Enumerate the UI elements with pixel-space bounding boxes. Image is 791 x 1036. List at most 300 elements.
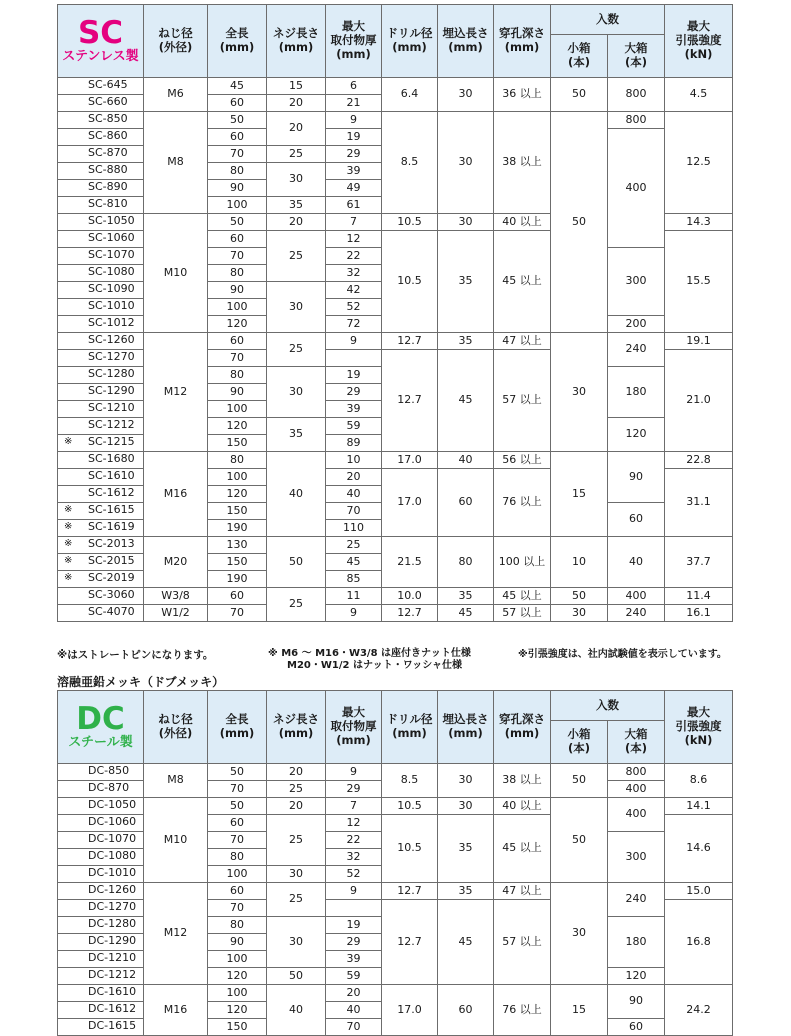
hole-depth-cell: 57 以上 (494, 350, 551, 452)
small-box-cell: 15 (551, 452, 608, 537)
small-box-cell: 30 (551, 605, 608, 622)
screw-length-cell: 40 (267, 985, 326, 1036)
embed-cell: 30 (438, 112, 494, 214)
model-number: DC-1290 (88, 934, 137, 947)
model-number: DC-1260 (88, 883, 137, 896)
max-thickness-cell: 42 (326, 282, 382, 299)
hole-depth-cell: 45 以上 (494, 815, 551, 883)
screw-length-cell: 40 (267, 452, 326, 537)
drill-cell: 10.5 (382, 798, 438, 815)
length-cell: 70 (208, 350, 267, 367)
sc-table-body (58, 78, 733, 622)
header-drill: ドリル径 (mm) (382, 5, 438, 78)
length-cell: 70 (208, 605, 267, 622)
strength-cell: 14.6 (665, 815, 733, 883)
drill-cell: 12.7 (382, 900, 438, 985)
model-number: DC-1060 (88, 815, 137, 828)
model-cell (58, 798, 144, 815)
max-thickness-cell: 29 (326, 146, 382, 163)
max-thickness-cell: 19 (326, 917, 382, 934)
thread-cell: M8 (144, 112, 208, 214)
strength-cell: 8.6 (665, 764, 733, 798)
max-thickness-cell: 110 (326, 520, 382, 537)
model-cell (58, 180, 144, 197)
screw-length-cell: 25 (267, 146, 326, 163)
max-thickness-cell (326, 350, 382, 367)
length-cell: 60 (208, 588, 267, 605)
thread-cell: M20 (144, 537, 208, 588)
thread-cell: M6 (144, 78, 208, 112)
table-row (58, 985, 733, 1002)
embed-cell: 40 (438, 452, 494, 469)
max-thickness-cell: 22 (326, 248, 382, 265)
dc-brand-sub: スチール製 (68, 735, 133, 750)
drill-cell: 12.7 (382, 333, 438, 350)
max-thickness-cell: 7 (326, 214, 382, 231)
table-row (58, 78, 733, 95)
length-cell: 60 (208, 231, 267, 248)
hole-depth-cell: 57 以上 (494, 605, 551, 622)
hole-depth-cell: 47 以上 (494, 333, 551, 350)
embed-cell: 35 (438, 883, 494, 900)
length-cell: 120 (208, 1002, 267, 1019)
embed-cell: 45 (438, 900, 494, 985)
model-number: SC-1290 (88, 384, 135, 397)
model-cell (58, 435, 144, 452)
max-thickness-cell: 39 (326, 163, 382, 180)
length-cell: 90 (208, 282, 267, 299)
small-box-cell: 30 (551, 883, 608, 985)
large-box-cell: 240 (608, 883, 665, 917)
length-cell: 150 (208, 554, 267, 571)
length-cell: 90 (208, 934, 267, 951)
screw-length-cell: 25 (267, 333, 326, 367)
drill-cell: 10.0 (382, 588, 438, 605)
model-cell (58, 968, 144, 985)
model-number: DC-1212 (88, 968, 137, 981)
length-cell: 80 (208, 265, 267, 282)
model-cell (58, 849, 144, 866)
dc-brand-cell (58, 691, 144, 764)
screw-length-cell: 25 (267, 231, 326, 282)
large-box-cell: 400 (608, 588, 665, 605)
large-box-cell: 120 (608, 968, 665, 985)
large-box-cell: 800 (608, 764, 665, 781)
screw-length-cell: 50 (267, 968, 326, 985)
model-cell (58, 333, 144, 350)
large-box-cell: 180 (608, 917, 665, 968)
model-cell (58, 112, 144, 129)
table-row (58, 764, 733, 781)
small-box-cell: 10 (551, 537, 608, 588)
embed-cell: 35 (438, 588, 494, 605)
strength-cell: 31.1 (665, 469, 733, 537)
length-cell: 60 (208, 129, 267, 146)
length-cell: 130 (208, 537, 267, 554)
model-number: SC-1210 (88, 401, 135, 414)
hole-depth-cell: 45 以上 (494, 231, 551, 333)
model-number: DC-850 (88, 764, 130, 777)
model-number: SC-1280 (88, 367, 135, 380)
length-cell: 100 (208, 469, 267, 486)
length-cell: 50 (208, 764, 267, 781)
length-cell: 45 (208, 78, 267, 95)
large-box-cell: 60 (608, 1019, 665, 1036)
header-large-box: 大箱 (本) (608, 721, 665, 764)
strength-cell: 14.3 (665, 214, 733, 231)
length-cell: 50 (208, 798, 267, 815)
model-cell (58, 900, 144, 917)
thread-cell: M16 (144, 985, 208, 1036)
screw-length-cell: 30 (267, 866, 326, 883)
length-cell: 50 (208, 112, 267, 129)
embed-cell: 30 (438, 764, 494, 798)
model-number: SC-870 (88, 146, 128, 159)
drill-cell: 17.0 (382, 985, 438, 1036)
strength-cell: 15.5 (665, 231, 733, 333)
length-cell: 190 (208, 520, 267, 537)
model-cell (58, 883, 144, 900)
hole-depth-cell: 47 以上 (494, 883, 551, 900)
model-cell (58, 588, 144, 605)
straight-pin-mark: ※ (64, 555, 73, 566)
model-number: SC-1090 (88, 282, 135, 295)
max-thickness-cell: 49 (326, 180, 382, 197)
large-box-cell: 300 (608, 248, 665, 316)
max-thickness-cell: 25 (326, 537, 382, 554)
header-max-thickness: 最大 取付物厚 (mm) (326, 691, 382, 764)
model-number: SC-1050 (88, 214, 135, 227)
model-number: DC-1050 (88, 798, 137, 811)
embed-cell: 60 (438, 985, 494, 1036)
model-cell (58, 951, 144, 968)
note-straight-pin: ※はストレートピンになります。 (57, 649, 214, 661)
model-cell (58, 367, 144, 384)
model-number: SC-4070 (88, 605, 135, 618)
model-number: SC-860 (88, 129, 128, 142)
length-cell: 100 (208, 299, 267, 316)
sc-spec-table (57, 4, 733, 622)
max-thickness-cell: 29 (326, 934, 382, 951)
model-number: SC-880 (88, 163, 128, 176)
max-thickness-cell: 52 (326, 299, 382, 316)
length-cell: 80 (208, 917, 267, 934)
table-row (58, 452, 733, 469)
length-cell: 50 (208, 214, 267, 231)
model-cell (58, 350, 144, 367)
note-strength: ※引張強度は、社内試験値を表示しています。 (518, 649, 727, 660)
large-box-cell: 90 (608, 985, 665, 1019)
drill-cell: 12.7 (382, 605, 438, 622)
length-cell: 100 (208, 866, 267, 883)
table-row (58, 112, 733, 129)
header-embed: 埋込長さ (mm) (438, 5, 494, 78)
model-number: SC-3060 (88, 588, 135, 601)
length-cell: 100 (208, 951, 267, 968)
max-thickness-cell: 9 (326, 764, 382, 781)
length-cell: 70 (208, 248, 267, 265)
small-box-cell: 50 (551, 112, 608, 333)
strength-cell: 11.4 (665, 588, 733, 605)
model-number: SC-1610 (88, 469, 135, 482)
drill-cell: 12.7 (382, 883, 438, 900)
header-large-box: 大箱 (本) (608, 35, 665, 78)
model-number: SC-1270 (88, 350, 135, 363)
large-box-cell: 800 (608, 78, 665, 112)
max-thickness-cell: 9 (326, 333, 382, 350)
max-thickness-cell: 22 (326, 832, 382, 849)
model-cell (58, 282, 144, 299)
max-thickness-cell: 70 (326, 503, 382, 520)
model-number: DC-1080 (88, 849, 137, 862)
length-cell: 60 (208, 883, 267, 900)
strength-cell: 16.8 (665, 900, 733, 985)
embed-cell: 30 (438, 78, 494, 112)
length-cell: 120 (208, 968, 267, 985)
length-cell: 60 (208, 815, 267, 832)
model-cell (58, 985, 144, 1002)
model-number: SC-1215 (88, 435, 135, 448)
model-number: SC-1012 (88, 316, 135, 329)
hole-depth-cell: 40 以上 (494, 214, 551, 231)
header-screw-length: ネジ長さ (mm) (267, 5, 326, 78)
straight-pin-mark: ※ (64, 504, 73, 515)
model-cell (58, 571, 144, 588)
max-thickness-cell: 39 (326, 401, 382, 418)
screw-length-cell: 50 (267, 537, 326, 588)
max-thickness-cell: 21 (326, 95, 382, 112)
thread-cell: W3/8 (144, 588, 208, 605)
max-thickness-cell: 10 (326, 452, 382, 469)
model-cell (58, 316, 144, 333)
header-length: 全長 (mm) (208, 691, 267, 764)
max-thickness-cell: 59 (326, 968, 382, 985)
model-cell (58, 503, 144, 520)
header-quantity: 入数 (551, 691, 665, 721)
model-cell (58, 1019, 144, 1036)
strength-cell: 22.8 (665, 452, 733, 469)
hole-depth-cell: 76 以上 (494, 469, 551, 537)
model-number: SC-1615 (88, 503, 135, 516)
model-number: SC-2019 (88, 571, 135, 584)
model-number: SC-1212 (88, 418, 135, 431)
model-cell (58, 520, 144, 537)
screw-length-cell: 25 (267, 883, 326, 917)
screw-length-cell: 20 (267, 214, 326, 231)
embed-cell: 60 (438, 469, 494, 537)
length-cell: 60 (208, 95, 267, 112)
length-cell: 90 (208, 180, 267, 197)
screw-length-cell: 35 (267, 197, 326, 214)
sc-brand-code: SC (77, 15, 124, 51)
model-cell (58, 832, 144, 849)
max-thickness-cell: 70 (326, 1019, 382, 1036)
length-cell: 120 (208, 418, 267, 435)
max-thickness-cell: 39 (326, 951, 382, 968)
max-thickness-cell: 59 (326, 418, 382, 435)
table-row (58, 798, 733, 815)
max-thickness-cell: 9 (326, 883, 382, 900)
max-thickness-cell (326, 900, 382, 917)
hole-depth-cell: 38 以上 (494, 764, 551, 798)
strength-cell: 21.0 (665, 350, 733, 452)
small-box-cell: 30 (551, 333, 608, 452)
max-thickness-cell: 20 (326, 985, 382, 1002)
large-box-cell: 200 (608, 316, 665, 333)
model-cell (58, 1002, 144, 1019)
embed-cell: 35 (438, 815, 494, 883)
model-cell (58, 917, 144, 934)
max-thickness-cell: 89 (326, 435, 382, 452)
length-cell: 120 (208, 316, 267, 333)
length-cell: 60 (208, 333, 267, 350)
length-cell: 80 (208, 452, 267, 469)
large-box-cell: 800 (608, 112, 665, 129)
length-cell: 190 (208, 571, 267, 588)
strength-cell: 15.0 (665, 883, 733, 900)
model-cell (58, 299, 144, 316)
screw-length-cell: 25 (267, 815, 326, 866)
large-box-cell: 400 (608, 781, 665, 798)
model-number: SC-890 (88, 180, 128, 193)
dc-table-body (58, 764, 733, 1036)
screw-length-cell: 30 (267, 917, 326, 968)
model-number: DC-1610 (88, 985, 137, 998)
max-thickness-cell: 7 (326, 798, 382, 815)
length-cell: 100 (208, 985, 267, 1002)
model-number: SC-660 (88, 95, 128, 108)
header-thread: ねじ径 (外径) (144, 691, 208, 764)
screw-length-cell: 20 (267, 95, 326, 112)
hole-depth-cell: 40 以上 (494, 798, 551, 815)
embed-cell: 80 (438, 537, 494, 588)
model-number: DC-1210 (88, 951, 137, 964)
length-cell: 150 (208, 435, 267, 452)
large-box-cell: 240 (608, 605, 665, 622)
model-number: DC-1612 (88, 1002, 137, 1015)
screw-length-cell: 35 (267, 418, 326, 452)
straight-pin-mark: ※ (64, 521, 73, 532)
model-cell (58, 605, 144, 622)
length-cell: 150 (208, 503, 267, 520)
screw-length-cell: 25 (267, 781, 326, 798)
table-row (58, 537, 733, 554)
model-cell (58, 469, 144, 486)
header-max-thickness: 最大 取付物厚 (mm) (326, 5, 382, 78)
model-cell (58, 78, 144, 95)
model-number: SC-2015 (88, 554, 135, 567)
model-cell (58, 384, 144, 401)
model-number: SC-1260 (88, 333, 135, 346)
thread-cell: M16 (144, 452, 208, 537)
large-box-cell: 300 (608, 832, 665, 883)
thread-cell: M10 (144, 214, 208, 333)
model-number: SC-1070 (88, 248, 135, 261)
drill-cell: 10.5 (382, 231, 438, 333)
thread-cell: M10 (144, 798, 208, 883)
screw-length-cell: 25 (267, 588, 326, 622)
header-length: 全長 (mm) (208, 5, 267, 78)
thread-cell: M12 (144, 333, 208, 452)
drill-cell: 12.7 (382, 350, 438, 452)
model-cell (58, 248, 144, 265)
model-cell (58, 146, 144, 163)
model-cell (58, 265, 144, 282)
header-screw-length: ネジ長さ (mm) (267, 691, 326, 764)
model-number: SC-1680 (88, 452, 135, 465)
max-thickness-cell: 32 (326, 849, 382, 866)
large-box-cell: 400 (608, 129, 665, 248)
screw-length-cell: 20 (267, 112, 326, 146)
max-thickness-cell: 11 (326, 588, 382, 605)
model-cell (58, 129, 144, 146)
header-quantity: 入数 (551, 5, 665, 35)
model-number: SC-1010 (88, 299, 135, 312)
embed-cell: 30 (438, 214, 494, 231)
large-box-cell: 90 (608, 452, 665, 503)
hole-depth-cell: 36 以上 (494, 78, 551, 112)
header-embed: 埋込長さ (mm) (438, 691, 494, 764)
model-number: DC-1280 (88, 917, 137, 930)
model-number: SC-1080 (88, 265, 135, 278)
large-box-cell: 180 (608, 367, 665, 418)
table-row (58, 333, 733, 350)
embed-cell: 45 (438, 605, 494, 622)
header-strength: 最大 引張強度 (kN) (665, 5, 733, 78)
header-small-box: 小箱 (本) (551, 721, 608, 764)
small-box-cell: 15 (551, 985, 608, 1036)
model-cell (58, 554, 144, 571)
model-cell (58, 764, 144, 781)
model-cell (58, 163, 144, 180)
strength-cell: 37.7 (665, 537, 733, 588)
max-thickness-cell: 29 (326, 781, 382, 798)
hole-depth-cell: 45 以上 (494, 588, 551, 605)
model-number: SC-1612 (88, 486, 135, 499)
embed-cell: 35 (438, 231, 494, 333)
drill-cell: 8.5 (382, 112, 438, 214)
model-cell (58, 781, 144, 798)
length-cell: 100 (208, 401, 267, 418)
model-number: SC-810 (88, 197, 128, 210)
embed-cell: 30 (438, 798, 494, 815)
sc-brand-cell (58, 5, 144, 78)
length-cell: 80 (208, 367, 267, 384)
hole-depth-cell: 38 以上 (494, 112, 551, 214)
model-number: SC-1060 (88, 231, 135, 244)
model-cell (58, 934, 144, 951)
drill-cell: 8.5 (382, 764, 438, 798)
large-box-cell: 120 (608, 418, 665, 452)
max-thickness-cell: 72 (326, 316, 382, 333)
table-row (58, 605, 733, 622)
model-number: SC-645 (88, 78, 128, 91)
length-cell: 70 (208, 900, 267, 917)
screw-length-cell: 15 (267, 78, 326, 95)
max-thickness-cell: 19 (326, 367, 382, 384)
length-cell: 70 (208, 146, 267, 163)
model-number: DC-1615 (88, 1019, 137, 1032)
dc-spec-table (57, 690, 733, 1036)
max-thickness-cell: 6 (326, 78, 382, 95)
max-thickness-cell: 29 (326, 384, 382, 401)
length-cell: 120 (208, 486, 267, 503)
model-number: DC-1010 (88, 866, 137, 879)
max-thickness-cell: 9 (326, 112, 382, 129)
screw-length-cell: 20 (267, 798, 326, 815)
straight-pin-mark: ※ (64, 436, 73, 447)
model-cell (58, 95, 144, 112)
